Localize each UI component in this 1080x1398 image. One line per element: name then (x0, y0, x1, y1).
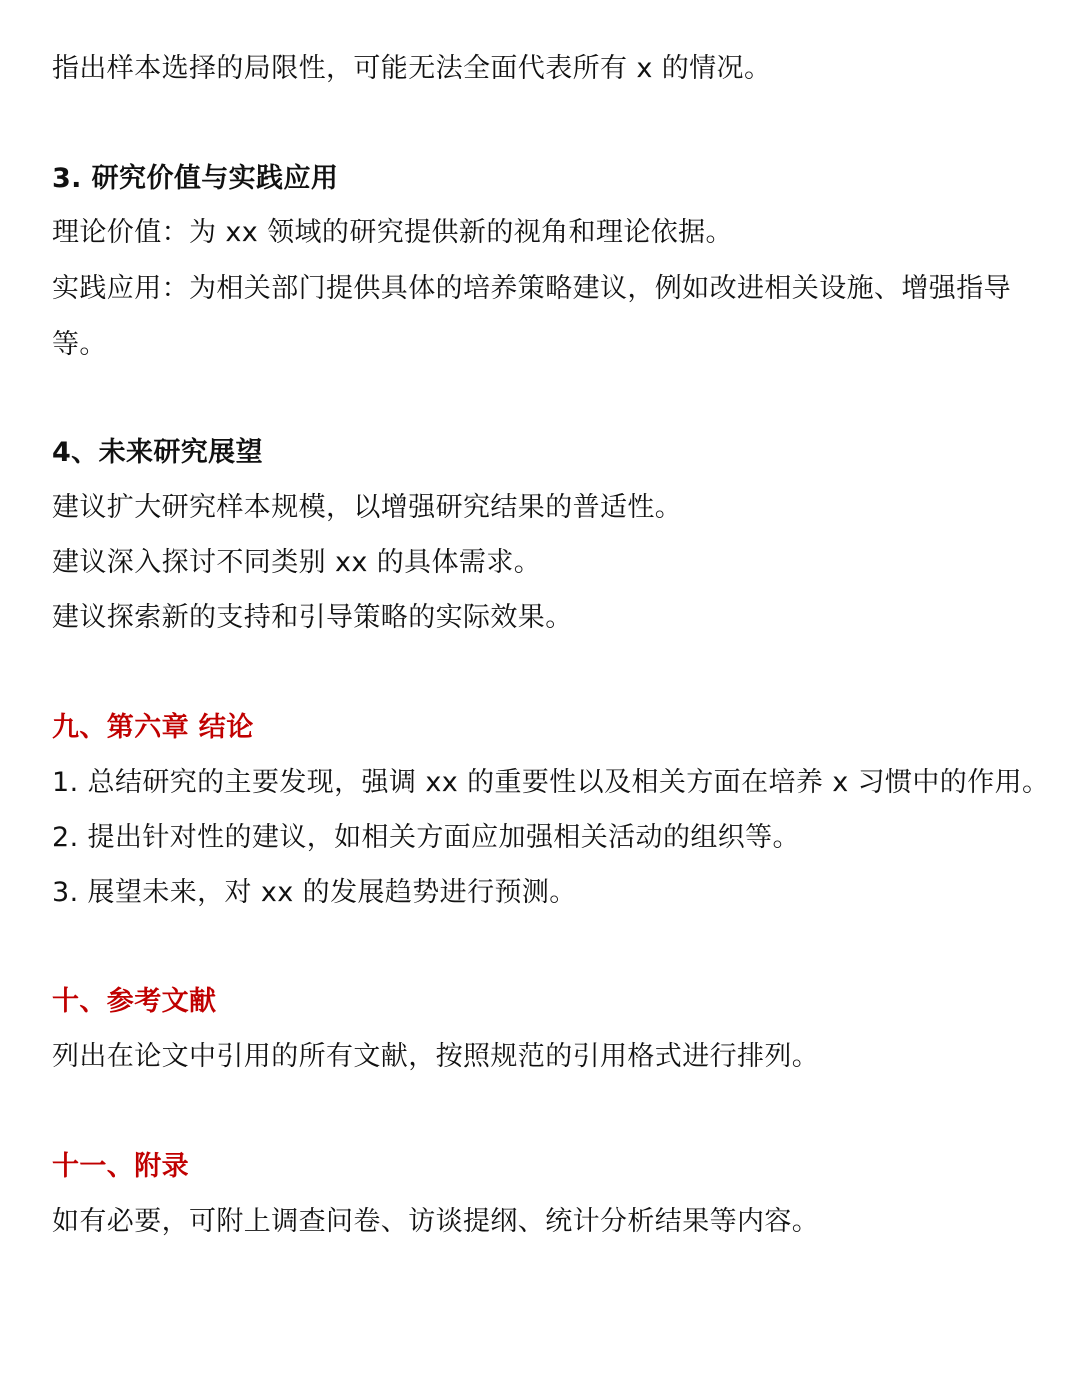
chapter-10-heading: 十、参考文献 (52, 986, 217, 1017)
future-item-3: 建议探索新的支持和引导策略的实际效果。 (52, 602, 573, 633)
limitation-paragraph: 指出样本选择的局限性，可能无法全面代表所有 x 的情况。 (52, 53, 772, 84)
theory-value-paragraph: 理论价值：为 xx 领域的研究提供新的视角和理论依据。 (52, 217, 733, 248)
conclusion-item-1: 1. 总结研究的主要发现，强调 xx 的重要性以及相关方面在培养 x 习惯中的作用。 (52, 767, 1050, 798)
section-3-heading: 3. 研究价值与实践应用 (52, 163, 339, 194)
practice-application-paragraph: 实践应用：为相关部门提供具体的培养策略建议，例如改进相关设施、增强指导等。 (52, 273, 1011, 360)
appendix-paragraph: 如有必要，可附上调查问卷、访谈提纲、统计分析结果等内容。 (52, 1206, 820, 1237)
future-item-1: 建议扩大研究样本规模，以增强研究结果的普适性。 (52, 492, 683, 523)
future-item-2: 建议深入探讨不同类别 xx 的具体需求。 (52, 547, 542, 578)
references-paragraph: 列出在论文中引用的所有文献，按照规范的引用格式进行排列。 (52, 1041, 820, 1072)
chapter-11-heading: 十一、附录 (52, 1151, 189, 1182)
chapter-9-heading: 九、第六章 结论 (52, 712, 254, 743)
conclusion-item-3: 3. 展望未来，对 xx 的发展趋势进行预测。 (52, 877, 577, 908)
conclusion-item-2: 2. 提出针对性的建议，如相关方面应加强相关活动的组织等。 (52, 822, 800, 853)
section-4-heading: 4、未来研究展望 (52, 437, 263, 468)
